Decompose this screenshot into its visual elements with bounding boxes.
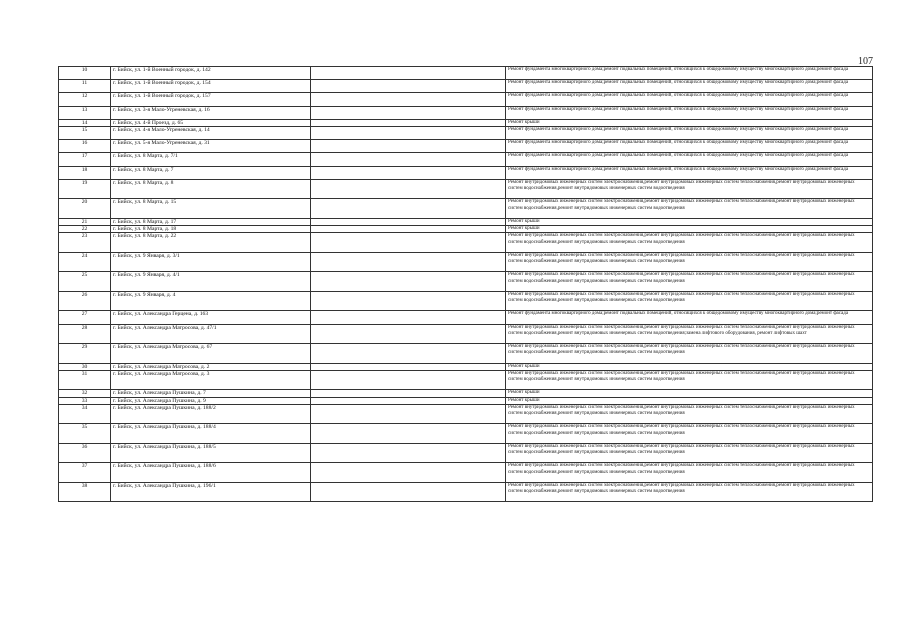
table-row bbox=[59, 424, 873, 444]
blank-cell bbox=[311, 67, 506, 80]
blank-cell bbox=[311, 344, 506, 364]
work-type-cell: Ремонт внутридомовых инженерных систем электроснабжения,ремонт внутридомовых инженерных систем теплоснабжения,ремонт внутридомовых инженерных систем водоснабжения,ремонт внутридомовых инженерных систем водоотведения;замена лифтового оборудования, ремонт лифтовых шахт bbox=[506, 324, 873, 344]
work-type-cell: Ремонт фундамента многоквартирного дома;ремонт подвальных помещений, относящихся к общедомовому имуществу многоквартирного дома;ремонт фасада bbox=[506, 67, 873, 80]
row-number-cell: 21 bbox=[59, 218, 111, 225]
row-number-cell: 35 bbox=[59, 424, 111, 444]
work-type-cell: Ремонт фундамента многоквартирного дома;ремонт подвальных помещений, относящихся к общедомовому имуществу многоквартирного дома;ремонт фасада bbox=[506, 166, 873, 179]
work-type-cell: Ремонт крыши bbox=[506, 390, 873, 397]
work-type-cell: Ремонт фундамента многоквартирного дома;ремонт подвальных помещений, относящихся к общедомовому имуществу многоквартирного дома;ремонт фасада bbox=[506, 140, 873, 153]
work-type-cell: Ремонт внутридомовых инженерных систем электроснабжения,ремонт внутридомовых инженерных систем теплоснабжения,ремонт внутридомовых инженерных систем водоснабжения,ремонт внутридомовых инженерных систем водоотведения bbox=[506, 424, 873, 444]
address-cell: г. Бийск, ул. 8 Марта, д. 8 bbox=[111, 179, 311, 199]
table-row bbox=[59, 153, 873, 166]
row-number-cell: 22 bbox=[59, 226, 111, 233]
row-number-cell: 10 bbox=[59, 67, 111, 80]
table-row bbox=[59, 233, 873, 253]
address-cell: г. Бийск, ул. Александра Матросова, д. 3 bbox=[111, 370, 311, 390]
table-row bbox=[59, 344, 873, 364]
blank-cell bbox=[311, 80, 506, 93]
table-row bbox=[59, 311, 873, 324]
blank-cell bbox=[311, 291, 506, 311]
address-cell: г. Бийск, ул. 9 Января, д. 4 bbox=[111, 291, 311, 311]
address-cell: г. Бийск, ул. 4-й Проезд, д. 65 bbox=[111, 119, 311, 126]
blank-cell bbox=[311, 233, 506, 253]
table-row bbox=[59, 179, 873, 199]
work-type-cell: Ремонт крыши bbox=[506, 363, 873, 370]
address-cell: г. Бийск, ул. Александра Матросова, д. 2 bbox=[111, 363, 311, 370]
work-type-cell: Ремонт внутридомовых инженерных систем электроснабжения,ремонт внутридомовых инженерных систем теплоснабжения,ремонт внутридомовых инженерных систем водоснабжения,ремонт внутридомовых инженерных систем водоотведения bbox=[506, 370, 873, 390]
address-cell: г. Бийск, ул. Александра Пушкина, д. 188/2 bbox=[111, 404, 311, 424]
address-cell: г. Бийск, ул. Александра Герцена, д. 163 bbox=[111, 311, 311, 324]
row-number-cell: 18 bbox=[59, 166, 111, 179]
repair-list-table bbox=[58, 66, 873, 502]
table-row bbox=[59, 226, 873, 233]
work-type-cell: Ремонт фундамента многоквартирного дома;ремонт подвальных помещений, относящихся к общедомовому имуществу многоквартирного дома;ремонт фасада bbox=[506, 93, 873, 106]
address-cell: г. Бийск, ул. 8 Марта, д. 7/1 bbox=[111, 153, 311, 166]
row-number-cell: 36 bbox=[59, 443, 111, 463]
table-row bbox=[59, 324, 873, 344]
row-number-cell: 14 bbox=[59, 119, 111, 126]
row-number-cell: 38 bbox=[59, 482, 111, 502]
row-number-cell: 13 bbox=[59, 106, 111, 119]
table-row bbox=[59, 443, 873, 463]
table-row bbox=[59, 93, 873, 106]
row-number-cell: 17 bbox=[59, 153, 111, 166]
row-number-cell: 12 bbox=[59, 93, 111, 106]
work-type-cell: Ремонт внутридомовых инженерных систем электроснабжения,ремонт внутридомовых инженерных систем теплоснабжения,ремонт внутридомовых инженерных систем водоснабжения,ремонт внутридомовых инженерных систем водоотведения bbox=[506, 344, 873, 364]
table-row bbox=[59, 166, 873, 179]
work-type-cell: Ремонт внутридомовых инженерных систем электроснабжения,ремонт внутридомовых инженерных систем теплоснабжения,ремонт внутридомовых инженерных систем водоснабжения,ремонт внутридомовых инженерных систем водоотведения bbox=[506, 199, 873, 219]
work-type-cell: Ремонт внутридомовых инженерных систем электроснабжения,ремонт внутридомовых инженерных систем теплоснабжения,ремонт внутридомовых инженерных систем водоснабжения,ремонт внутридомовых инженерных систем водоотведения bbox=[506, 482, 873, 502]
row-number-cell: 19 bbox=[59, 179, 111, 199]
blank-cell bbox=[311, 218, 506, 225]
table-row bbox=[59, 127, 873, 140]
blank-cell bbox=[311, 363, 506, 370]
row-number-cell: 15 bbox=[59, 127, 111, 140]
address-cell: г. Бийск, ул. Александра Пушкина, д. 188/5 bbox=[111, 443, 311, 463]
blank-cell bbox=[311, 166, 506, 179]
address-cell: г. Бийск, ул. 1-й Военный городок, д. 142 bbox=[111, 67, 311, 80]
work-type-cell: Ремонт внутридомовых инженерных систем электроснабжения,ремонт внутридомовых инженерных систем теплоснабжения,ремонт внутридомовых инженерных систем водоснабжения,ремонт внутридомовых инженерных систем водоотведения bbox=[506, 233, 873, 253]
blank-cell bbox=[311, 311, 506, 324]
row-number-cell: 32 bbox=[59, 390, 111, 397]
address-cell: г. Бийск, ул. 8 Марта, д. 7 bbox=[111, 166, 311, 179]
work-type-cell: Ремонт крыши bbox=[506, 226, 873, 233]
address-cell: г. Бийск, ул. 8 Марта, д. 15 bbox=[111, 199, 311, 219]
blank-cell bbox=[311, 482, 506, 502]
row-number-cell: 29 bbox=[59, 344, 111, 364]
row-number-cell: 23 bbox=[59, 233, 111, 253]
table-row bbox=[59, 463, 873, 483]
address-cell: г. Бийск, ул. 3-я Мало-Угреневская, д. 16 bbox=[111, 106, 311, 119]
row-number-cell: 34 bbox=[59, 404, 111, 424]
blank-cell bbox=[311, 272, 506, 292]
address-cell: г. Бийск, ул. 8 Марта, д. 17 bbox=[111, 218, 311, 225]
address-cell: г. Бийск, ул. Александра Матросова, д. 47/1 bbox=[111, 324, 311, 344]
work-type-cell: Ремонт внутридомовых инженерных систем электроснабжения,ремонт внутридомовых инженерных систем теплоснабжения,ремонт внутридомовых инженерных систем водоснабжения,ремонт внутридомовых инженерных систем водоотведения bbox=[506, 272, 873, 292]
address-cell: г. Бийск, ул. Александра Пушкина, д. 188/6 bbox=[111, 463, 311, 483]
work-type-cell: Ремонт внутридомовых инженерных систем электроснабжения,ремонт внутридомовых инженерных систем теплоснабжения,ремонт внутридомовых инженерных систем водоснабжения,ремонт внутридомовых инженерных систем водоотведения bbox=[506, 404, 873, 424]
table-row bbox=[59, 482, 873, 502]
address-cell: г. Бийск, ул. 8 Марта, д. 18 bbox=[111, 226, 311, 233]
row-number-cell: 30 bbox=[59, 363, 111, 370]
row-number-cell: 33 bbox=[59, 397, 111, 404]
table-row bbox=[59, 272, 873, 292]
blank-cell bbox=[311, 404, 506, 424]
work-type-cell: Ремонт крыши bbox=[506, 119, 873, 126]
row-number-cell: 16 bbox=[59, 140, 111, 153]
row-number-cell: 37 bbox=[59, 463, 111, 483]
address-cell: г. Бийск, ул. 9 Января, д. 3/1 bbox=[111, 252, 311, 272]
work-type-cell: Ремонт внутридомовых инженерных систем электроснабжения,ремонт внутридомовых инженерных систем теплоснабжения,ремонт внутридомовых инженерных систем водоснабжения,ремонт внутридомовых инженерных систем водоотведения bbox=[506, 179, 873, 199]
address-cell: г. Бийск, ул. Александра Пушкина, д. 9 bbox=[111, 397, 311, 404]
work-type-cell: Ремонт фундамента многоквартирного дома;ремонт подвальных помещений, относящихся к общедомовому имуществу многоквартирного дома;ремонт фасада bbox=[506, 153, 873, 166]
row-number-cell: 27 bbox=[59, 311, 111, 324]
blank-cell bbox=[311, 226, 506, 233]
blank-cell bbox=[311, 127, 506, 140]
table-row bbox=[59, 218, 873, 225]
address-cell: г. Бийск, ул. Александра Пушкина, д. 7 bbox=[111, 390, 311, 397]
work-type-cell: Ремонт внутридомовых инженерных систем электроснабжения,ремонт внутридомовых инженерных систем теплоснабжения,ремонт внутридомовых инженерных систем водоснабжения,ремонт внутридомовых инженерных систем водоотведения bbox=[506, 291, 873, 311]
blank-cell bbox=[311, 199, 506, 219]
address-cell: г. Бийск, ул. Александра Матросова, д. 67 bbox=[111, 344, 311, 364]
blank-cell bbox=[311, 93, 506, 106]
blank-cell bbox=[311, 424, 506, 444]
work-type-cell: Ремонт фундамента многоквартирного дома;ремонт подвальных помещений, относящихся к общедомовому имуществу многоквартирного дома;ремонт фасада bbox=[506, 80, 873, 93]
address-cell: г. Бийск, ул. 5-я Мало-Угреневская, д. 31 bbox=[111, 140, 311, 153]
row-number-cell: 31 bbox=[59, 370, 111, 390]
page-number: 107 bbox=[858, 56, 873, 67]
work-type-cell: Ремонт фундамента многоквартирного дома;ремонт подвальных помещений, относящихся к общедомовому имуществу многоквартирного дома;ремонт фасада bbox=[506, 127, 873, 140]
row-number-cell: 25 bbox=[59, 272, 111, 292]
address-cell: г. Бийск, ул. 8 Марта, д. 22 bbox=[111, 233, 311, 253]
table-row bbox=[59, 140, 873, 153]
table-row bbox=[59, 404, 873, 424]
address-cell: г. Бийск, ул. 9 Января, д. 4/1 bbox=[111, 272, 311, 292]
blank-cell bbox=[311, 252, 506, 272]
table-row bbox=[59, 397, 873, 404]
blank-cell bbox=[311, 443, 506, 463]
table-row bbox=[59, 67, 873, 80]
table-row bbox=[59, 252, 873, 272]
work-type-cell: Ремонт фундамента многоквартирного дома;ремонт подвальных помещений, относящихся к общедомовому имуществу многоквартирного дома;ремонт фасада bbox=[506, 106, 873, 119]
row-number-cell: 24 bbox=[59, 252, 111, 272]
row-number-cell: 20 bbox=[59, 199, 111, 219]
table-row bbox=[59, 390, 873, 397]
blank-cell bbox=[311, 370, 506, 390]
table-row bbox=[59, 199, 873, 219]
row-number-cell: 28 bbox=[59, 324, 111, 344]
work-type-cell: Ремонт внутридомовых инженерных систем электроснабжения,ремонт внутридомовых инженерных систем теплоснабжения,ремонт внутридомовых инженерных систем водоснабжения,ремонт внутридомовых инженерных систем водоотведения bbox=[506, 443, 873, 463]
blank-cell bbox=[311, 106, 506, 119]
work-type-cell: Ремонт крыши bbox=[506, 218, 873, 225]
blank-cell bbox=[311, 463, 506, 483]
blank-cell bbox=[311, 140, 506, 153]
work-type-cell: Ремонт крыши bbox=[506, 397, 873, 404]
table-row bbox=[59, 363, 873, 370]
address-cell: г. Бийск, ул. 4-я Мало-Угреневская, д. 14 bbox=[111, 127, 311, 140]
table-row bbox=[59, 291, 873, 311]
table-body bbox=[59, 67, 873, 502]
blank-cell bbox=[311, 153, 506, 166]
row-number-cell: 26 bbox=[59, 291, 111, 311]
work-type-cell: Ремонт внутридомовых инженерных систем электроснабжения,ремонт внутридомовых инженерных систем теплоснабжения,ремонт внутридомовых инженерных систем водоснабжения,ремонт внутридомовых инженерных систем водоотведения bbox=[506, 463, 873, 483]
address-cell: г. Бийск, ул. 1-й Военный городок, д. 154 bbox=[111, 80, 311, 93]
table-row bbox=[59, 119, 873, 126]
table-row bbox=[59, 106, 873, 119]
work-type-cell: Ремонт внутридомовых инженерных систем электроснабжения,ремонт внутридомовых инженерных систем теплоснабжения,ремонт внутридомовых инженерных систем водоснабжения,ремонт внутридомовых инженерных систем водоотведения bbox=[506, 252, 873, 272]
blank-cell bbox=[311, 397, 506, 404]
blank-cell bbox=[311, 390, 506, 397]
row-number-cell: 11 bbox=[59, 80, 111, 93]
table-row bbox=[59, 80, 873, 93]
blank-cell bbox=[311, 324, 506, 344]
blank-cell bbox=[311, 119, 506, 126]
address-cell: г. Бийск, ул. Александра Пушкина, д. 188/4 bbox=[111, 424, 311, 444]
table-row bbox=[59, 370, 873, 390]
work-type-cell: Ремонт фундамента многоквартирного дома;ремонт подвальных помещений, относящихся к общедомовому имуществу многоквартирного дома;ремонт фасада bbox=[506, 311, 873, 324]
address-cell: г. Бийск, ул. Александра Пушкина, д. 196/1 bbox=[111, 482, 311, 502]
blank-cell bbox=[311, 179, 506, 199]
address-cell: г. Бийск, ул. 1-й Военный городок, д. 157 bbox=[111, 93, 311, 106]
